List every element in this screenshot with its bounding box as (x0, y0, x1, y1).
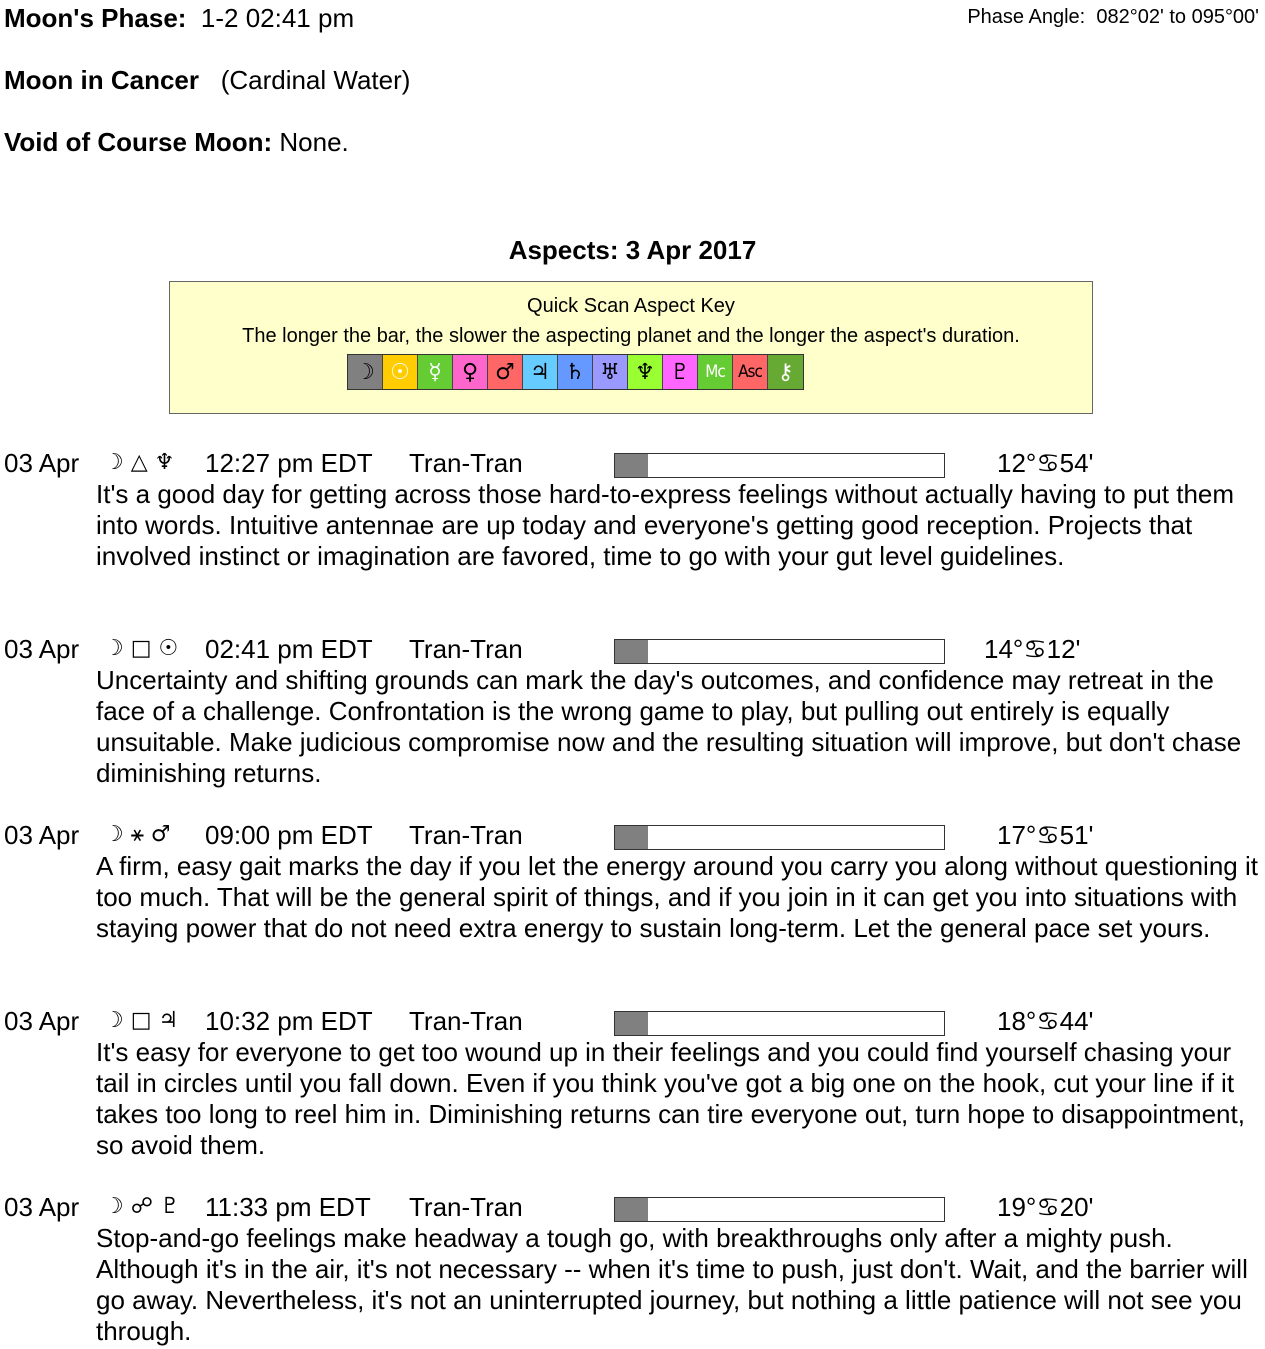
aspect-duration-fill (615, 454, 648, 477)
aspect-duration-fill (615, 826, 648, 849)
sun-icon: ☉ (383, 355, 418, 389)
mercury-icon: ☿ (418, 355, 453, 389)
aspect-description: It's easy for everyone to get too wound up in their feelings and you could find yourself chasing your tail in circles until you fall down. Even if you think you've got a big one on the hook, cut your line if it takes too long to reel him in. Diminishing returns can tire everyone out, turn hope to disappointment, so avoid them. (96, 1037, 1245, 1160)
aspect-duration-fill (615, 1012, 648, 1035)
aspect-duration-fill (615, 640, 648, 663)
aspect-position: 19°♋20' (997, 1192, 1094, 1222)
aspect-date: 03 Apr (4, 634, 80, 664)
aspect-description: A firm, easy gait marks the day if you let the energy around you carry you along without questioning it too much. That will be the general spirit of things, and if you join in it can get you into situations with staying power that do not need extra energy to sustain long-term. Let the general pace set yours. (96, 851, 1258, 943)
phase-angle-value: 082°02' to 095°00' (1096, 6, 1259, 28)
aspect-date: 03 Apr (4, 448, 80, 478)
aspect-type: Tran-Tran (409, 820, 523, 850)
aspect-time: 10:32 pm EDT (205, 1006, 373, 1036)
moon-sign-label: Moon in Cancer (4, 65, 200, 95)
aspect-type: Tran-Tran (409, 448, 523, 478)
aspect-key-title: Quick Scan Aspect Key (527, 295, 735, 317)
moon-icon: ☽ (348, 355, 383, 389)
aspect-time: 11:33 pm EDT (205, 1192, 371, 1222)
pluto-icon: ♇ (663, 355, 698, 389)
saturn-icon: ♄ (558, 355, 593, 389)
void-of-course-label: Void of Course Moon: (4, 127, 273, 157)
aspect-date: 03 Apr (4, 1192, 80, 1222)
aspect-key-strip (347, 354, 804, 390)
mars-icon: ♂ (488, 355, 523, 389)
moon-sign-value: (Cardinal Water) (220, 65, 411, 95)
aspect-key-description: The longer the bar, the slower the aspecting planet and the longer the aspect's duration. (242, 325, 1020, 347)
void-of-course-value: None. (279, 127, 349, 157)
moon-sign-row (4, 65, 410, 95)
aspect-time: 09:00 pm EDT (205, 820, 373, 850)
aspect-time: 02:41 pm EDT (205, 634, 373, 664)
aspect-glyphs: ☽ ☍ ♇ (104, 1194, 180, 1219)
aspects-title: Aspects: 3 Apr 2017 (508, 235, 757, 265)
aspect-date: 03 Apr (4, 820, 80, 850)
venus-icon: ♀ (453, 355, 488, 389)
aspect-duration-bar (614, 639, 945, 664)
neptune-icon: ♆ (628, 355, 663, 389)
aspect-type: Tran-Tran (409, 634, 523, 664)
aspect-description: Uncertainty and shifting grounds can mark the day's outcomes, and confidence may retreat in the face of a challenge. Confrontation is the wrong game to play, but pulling out entirely is equally unsuitable. Make judicious compromise now and the resulting situation will improve, but don't chase diminishing returns. (96, 665, 1242, 788)
aspect-type: Tran-Tran (409, 1192, 523, 1222)
uranus-icon: ♅ (593, 355, 628, 389)
moon-phase-row (4, 3, 354, 33)
chiron-icon: ⚷ (768, 355, 803, 389)
aspect-glyphs: ☽ □ ♃ (104, 1008, 179, 1033)
aspect-position: 17°♋51' (997, 820, 1094, 850)
aspect-duration-bar (614, 1011, 945, 1036)
aspect-duration-bar (614, 1197, 945, 1222)
void-of-course-row (4, 127, 349, 157)
aspect-glyphs: ☽ □ ☉ (104, 636, 179, 661)
moon-phase-label: Moon's Phase: (4, 3, 187, 33)
aspect-date: 03 Apr (4, 1006, 80, 1036)
aspect-duration-fill (615, 1198, 648, 1221)
aspect-description: Stop-and-go feelings make headway a tough go, with breakthroughs only after a mighty push. Although it's in the air, it's not necessary -- when it's time to push, just don't. Wait, and the barrier will go away. Nevertheless, it's not an uninterrupted journey, but nothing a little patience will not see you through. (96, 1223, 1248, 1346)
moon-phase-value: 1-2 02:41 pm (200, 3, 355, 33)
aspect-glyphs: ☽ ⚹ ♂ (104, 822, 171, 847)
aspect-position: 14°♋12' (984, 634, 1081, 664)
ascendant-label: Asc (733, 355, 768, 389)
aspect-duration-bar (614, 825, 945, 850)
aspect-key-box (169, 281, 1093, 414)
phase-angle-row (967, 5, 1259, 29)
aspect-duration-bar (614, 453, 945, 478)
aspect-position: 12°♋54' (997, 448, 1094, 478)
phase-angle-label: Phase Angle: (967, 6, 1086, 28)
aspect-description: It's a good day for getting across those hard-to-express feelings without actually having to put them into words. Intuitive antennae are up today and everyone's getting good reception. Projects that involved instinct or imagination are favored, time to go with your gut level guidelines. (96, 479, 1235, 571)
jupiter-icon: ♃ (523, 355, 558, 389)
aspect-position: 18°♋44' (997, 1006, 1094, 1036)
aspect-type: Tran-Tran (409, 1006, 523, 1036)
aspect-glyphs: ☽ △ ♆ (104, 450, 175, 475)
midheaven-label: Mc (698, 355, 733, 389)
aspect-time: 12:27 pm EDT (205, 448, 373, 478)
